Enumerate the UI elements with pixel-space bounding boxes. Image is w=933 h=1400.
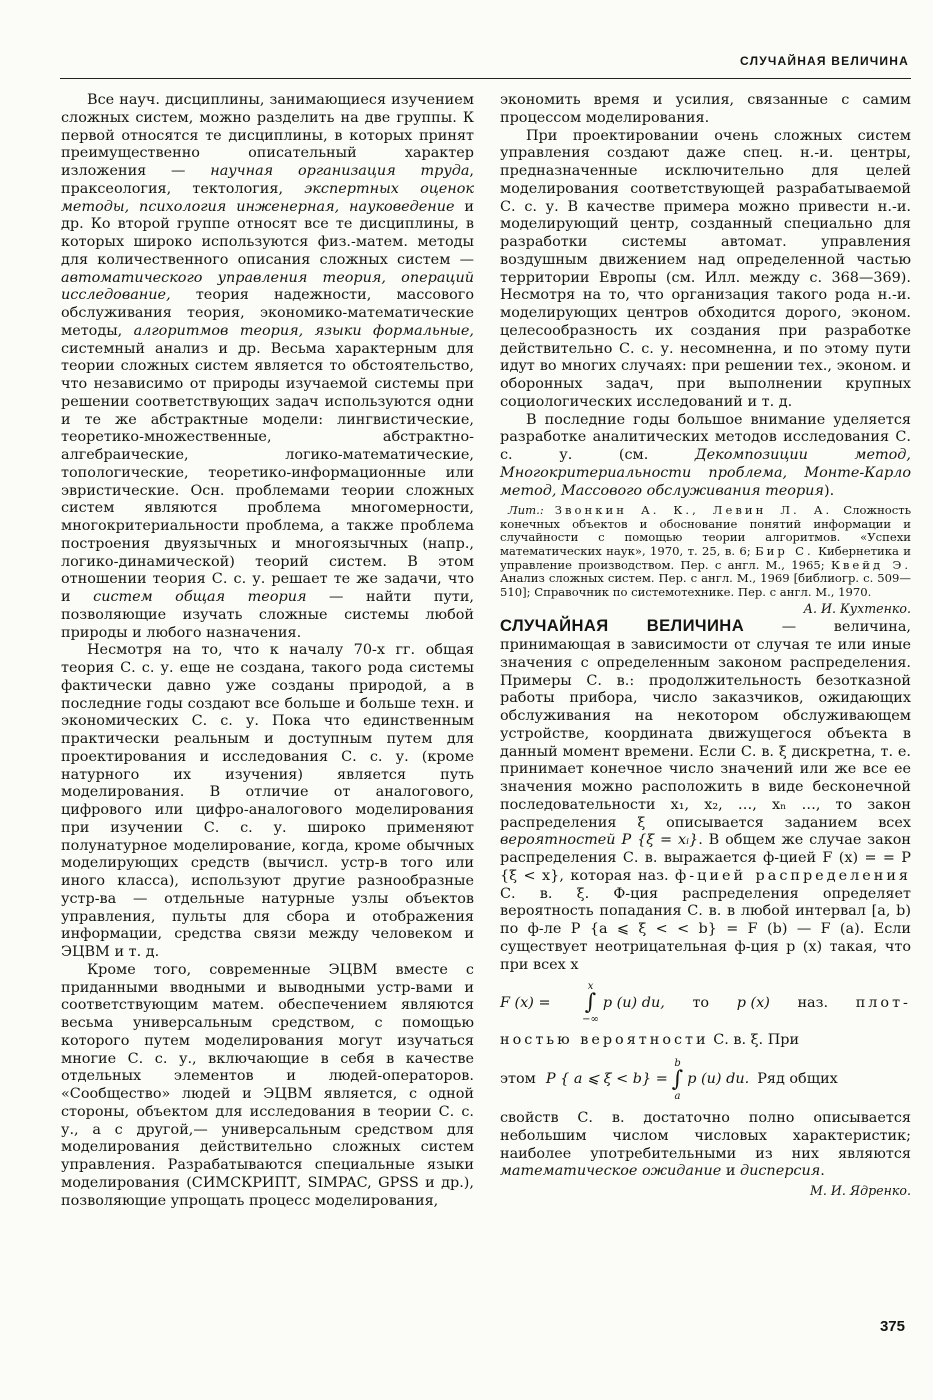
defined-term: ностью вероятности (500, 1032, 709, 1049)
entry-title: СЛУЧАЙНАЯ ВЕЛИЧИНА (500, 616, 745, 636)
text: ). (823, 482, 835, 499)
crossref-link: научная организация труда (210, 163, 470, 179)
text: теория надежности, массового обслуживания теория, экономико-математические методы, (61, 287, 474, 339)
paragraph-characteristics (500, 1110, 911, 1181)
formula-interval-probability (500, 1050, 911, 1110)
text: — найти пути, позволяющие изучать сложные системы любой природы и любого назначения. (61, 589, 475, 641)
paragraph-2: Несмотря на то, что к началу 70-х гг. общая теория С. с. у. еще не создана, такого рода системы фактически давно уже созданы природой, а в последние годы создают все больше и больше техн. и экономических С. с. у. Пока что единственным практически реальным и доступным путем для проектирования и исследования С. с. у. (кроме натурного их изучения) является путь моделирования. В отличие от аналогового, цифрового или цифро-аналогового моделирования при изучении С. с. у. широко применяют полунатурное моделирование, когда, кроме обычных моделирующих средств (вычисл. устр-в того или иного класса), используют другие разнообразные устр-ва — отдельные натурные узлы объектов управления, пульты для сбора и отображения информации, средства связи между человеком и ЭЦВМ и т. д. (61, 642, 474, 960)
formula-text: Ряд общих (757, 1071, 838, 1088)
text: и (725, 1163, 736, 1180)
integral-symbol: ∫ (671, 1067, 684, 1093)
text: свойств С. в. достаточно полно описывается небольшим числом числовых характеристик; наиболее употребительными из них являются (500, 1110, 911, 1162)
defined-term: плот- (855, 994, 911, 1011)
text: С. в. ξ. При (713, 1032, 800, 1049)
running-title: СЛУЧАЙНАЯ ВЕЛИЧИНА (740, 54, 909, 68)
paragraph-research-centers: При проектировании очень сложных систем управления создают даже спец. н.-и. центры, предназначенные исключительно для целей моделирования соответствующей разрабатываемой С. с. у. В качестве примера можно привести н.-и. моделирующий центр, созданный специально для разработки системы автомат. управления воздушным движением над определенной частью территории Европы (см. Илл. между с. 368—369). Несмотря на то, что организация такого рода н.-и. моделирующих центров обходится дорого, эконом. целесообразность их создания при разработке действительно С. с. у. несомненна, и по этому пути идут во многих случаях: при решении тех., эконом. и оборонных задач, при выполнении крупных социологических исследований и т. д. (500, 127, 911, 410)
text: В последние годы большое внимание уделяется разработке аналитических методов исследования С. с. у. (см. (500, 411, 911, 463)
literature-author: Звонкин А. К., Левин Л. А. (554, 503, 833, 518)
crossref-link: экспертных оценок методы, психология инженерная, науковедение (61, 180, 475, 215)
right-column (500, 92, 911, 1199)
crossref-link: вероятностей P {ξ = xᵢ} (500, 832, 699, 849)
formula-density (500, 974, 911, 1032)
literature-author: Бир С. (755, 544, 814, 559)
literature-title: Анализ сложных систем. Пер. с англ. М., 1969 [библиогр. с. 509—510]; Справочник по системотехнике. Пер. с англ. М., 1970. (500, 571, 911, 599)
entry-paragraph (500, 617, 911, 974)
formula-text: F (x) = (500, 994, 551, 1011)
formula-lhs (500, 995, 551, 1013)
integral (578, 981, 665, 1025)
literature-title: Сложность конечных объектов и обоснование понятий информации и случайности с помощью теории алгоритмов. «Успехи математических наук», 1970, т. 25, в. 6; (500, 503, 912, 559)
text: С. в. ξ. Ф-ция распределения определяет вероятность попадания С. в. в любой интервал [a, b) по ф-ле P {a ⩽ ξ < < b} = F (b) — F (a). Если существует неотрицательная ф-ция p (x) такая, что при всех x (500, 885, 911, 973)
formula-text: то (692, 994, 710, 1011)
text: , праксеология, тектология, (61, 163, 474, 197)
defined-term: ф-цией распределения (675, 867, 911, 884)
integral-upper-limit: x (587, 981, 594, 993)
crossref-link: автоматического управления теория, операций исследование, (61, 269, 474, 304)
text: . В общем же случае закон распределения С. в. выражается ф-цией F (x) = = P {ξ < x}, которая наз. (500, 832, 911, 884)
crossref-link: математическое ожидание (500, 1163, 722, 1180)
formula-text: P { a ⩽ ξ < b} = (545, 1071, 668, 1088)
text: . (820, 1163, 825, 1180)
integral-sign (672, 1058, 683, 1102)
literature-title: Кибернетика и управление производством. Пер. с англ. М., 1965; (500, 544, 912, 572)
paragraph-1 (61, 92, 474, 642)
integral-sign (582, 981, 599, 1025)
crossref-link: алгоритмов теория, языки формальные, (133, 322, 474, 339)
literature-author: Квейд Э. (830, 557, 912, 572)
paragraph-continued: экономить время и усилия, связанные с самим процессом моделирования. (500, 92, 911, 126)
crossref-link: Декомпозиции метод, Многокритериальности проблема, Монте-Карло метод, Массового обслуживания теория (500, 447, 911, 499)
header-rule (60, 78, 911, 79)
formula-text: p (u) du. (687, 1071, 750, 1088)
literature-label: Лит.: (508, 503, 544, 518)
author-signature: А. И. Кухтенко. (803, 601, 911, 617)
integral-symbol: ∫ (584, 990, 597, 1016)
crossref-link: систем общая теория (93, 589, 307, 605)
formula-text: этом (500, 1071, 536, 1088)
literature-block (500, 504, 911, 599)
formula-text: наз. (797, 994, 829, 1011)
text: и др. Ко второй группе относят все те дисциплины, в которых широко используются физ.-матем. методы для количественного описания сложных систем — (61, 198, 475, 268)
paragraph-analytic-methods (500, 412, 911, 501)
crossref-link: дисперсия (739, 1163, 821, 1180)
text: — величина, принимающая в зависимости от случая те или иные значения с определенным законом распределения. Примеры С. в.: продолжительность безотказной работы прибора, число заказчиков, ожидающих обслуживания на некотором обслуживающем устройстве, координата движущегося объекта в данный момент времени. Если С. в. ξ дискретна, т. е. принимает конечное число значений или же все ее значения можно расположить в виде бесконечной последовательности x₁, x₂, …, xₙ …, то закон распределения ξ описывается заданием всех (500, 619, 912, 831)
page-number: 375 (879, 1318, 905, 1335)
paragraph-3: Кроме того, современные ЭЦВМ вместе с приданными вводными и выводными устр-вами и соответствующим матем. обеспечением являются весьма универсальным средством, с помощью которого путем моделирования могут изучаться многие С. с. у., включающие в себя в качестве отдельных элементов и людей-операторов. «Сообщество» людей и ЭЦВМ является, с одной стороны, объектом для исследования в теории С. с. у., а с другой,— универсальным средством для моделирования действительно сложных систем управления. Разрабатываются специальные языки моделирования (СИМСКРИПТ, SIMPAC, GPSS и др.), позволяющие упрощать процесс моделирования, (61, 961, 474, 1209)
formula-text: p (x) (736, 994, 770, 1011)
text: системный анализ и др. Весьма характерным для теории сложных систем является то обстоятельство, что независимо от природы изучаемой системы при решении соответствующих задач используются одни и те же абстрактные модели: лингвистические, теоретико-множественные, абстрактно-алгебраические, логико-математические, топологические, теоретико-информационные или эвристические. Осн. проблемами теории сложных систем являются проблема многомерности, многокритериальности проблема, а также проблема построения двуязычных и многоязычных (напр., логико-динамической) теорий систем. В этом отношении теория С. с. у. решает те же задачи, что и (61, 340, 474, 605)
formula-text: p (u) du, (602, 994, 665, 1011)
left-column (61, 92, 474, 1210)
integral-lower-limit: a (674, 1091, 681, 1103)
integral-upper-limit: b (674, 1058, 681, 1070)
formula-continuation (500, 1032, 911, 1050)
integral-lower-limit: −∞ (582, 1014, 599, 1026)
author-signature: М. И. Ядренко. (810, 1183, 911, 1199)
text: Все науч. дисциплины, занимающиеся изучением сложных систем, можно разделить на две группы. К первой относятся те дисциплины, в которых принят преимущественно описательный характер изложения — (61, 92, 474, 179)
